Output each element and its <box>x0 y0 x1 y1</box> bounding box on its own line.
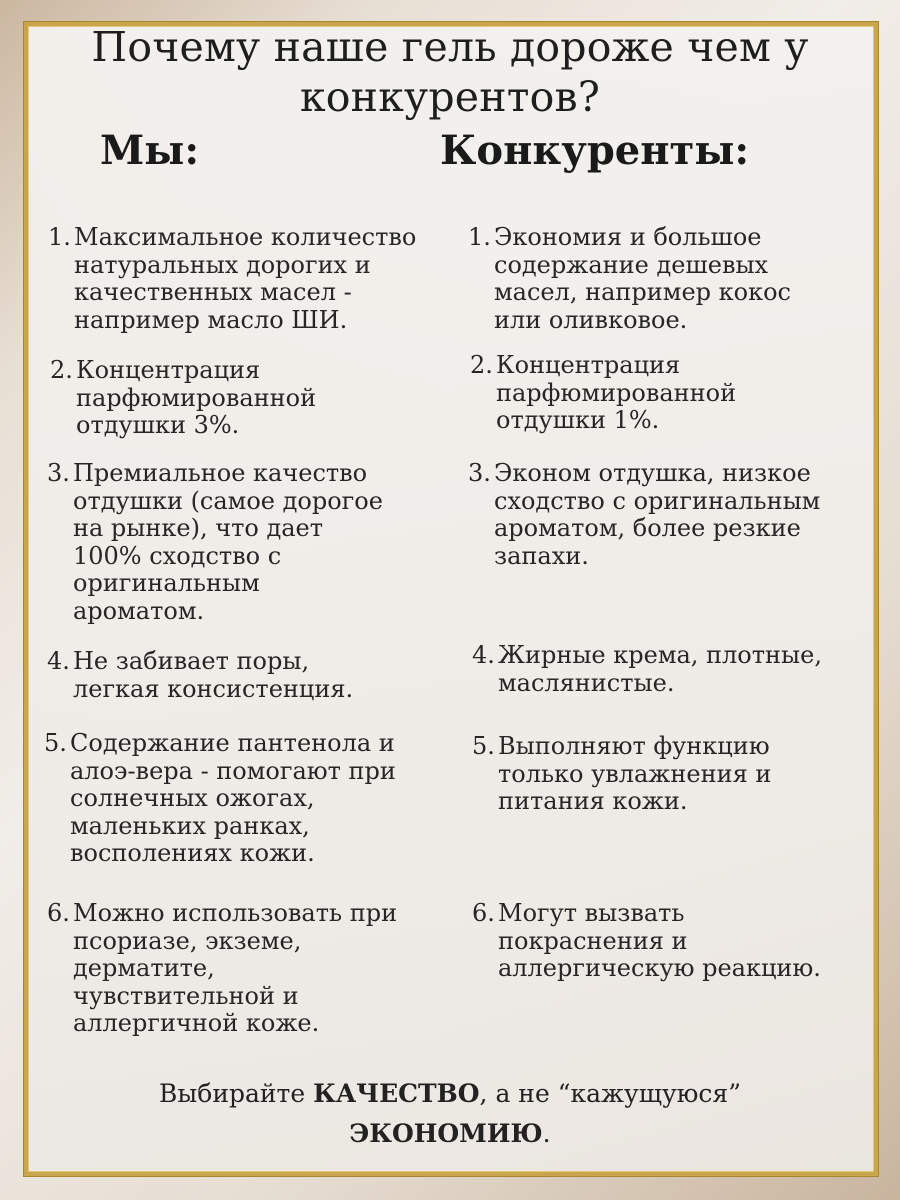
us-item-4 <box>47 648 353 703</box>
footer-text-2: , а не “кажущуюся” <box>479 1079 741 1108</box>
page-title <box>0 22 900 122</box>
item-text: Могут вызвать покраснения и аллергическую реакцию. <box>498 899 821 982</box>
item-text: Максимальное количество натуральных дорогих и качественных масел - например масло ШИ. <box>74 223 417 334</box>
competitors-item-3 <box>468 460 820 570</box>
item-text: Концентрация парфюмированной отдушки 3%. <box>76 356 317 439</box>
title-line-1: Почему наше гель дороже чем у <box>91 23 809 71</box>
competitors-item-1 <box>468 224 791 334</box>
title-line-2: конкурентов? <box>299 73 601 121</box>
competitors-item-2 <box>470 352 736 435</box>
item-text: Содержание пантенола и алоэ-вера - помогают при солнечных ожогах, маленьких ранках, восполениях кожи. <box>70 729 396 867</box>
footer-quality: КАЧЕСТВО <box>313 1079 480 1108</box>
us-heading: Мы: <box>100 127 200 174</box>
item-number: 5. <box>472 732 495 760</box>
competitors-item-5 <box>472 733 771 816</box>
item-number: 4. <box>47 647 70 675</box>
competitors-item-4 <box>472 642 822 697</box>
item-number: 1. <box>48 223 71 251</box>
item-text: Выполняют функцию только увлажнения и питания кожи. <box>498 732 772 815</box>
competitors-item-6 <box>472 900 821 983</box>
item-number: 1. <box>468 223 491 251</box>
item-number: 4. <box>472 641 495 669</box>
footer-line-1 <box>0 1074 900 1114</box>
item-number: 2. <box>50 356 73 384</box>
competitors-heading: Конкуренты: <box>440 127 750 174</box>
footer-line-2 <box>0 1114 900 1154</box>
item-text: Премиальное качество отдушки (самое дорогое на рынке), что дает 100% сходство с оригинальным ароматом. <box>73 459 383 625</box>
item-number: 6. <box>47 899 70 927</box>
us-item-1 <box>48 224 416 334</box>
us-item-6 <box>47 900 397 1038</box>
item-text: Жирные крема, плотные, маслянистые. <box>498 641 822 697</box>
us-item-2 <box>50 357 316 440</box>
item-text: Не забивает поры, легкая консистенция. <box>73 647 354 703</box>
footer-text: Выбирайте <box>159 1079 314 1108</box>
item-text: Эконом отдушка, низкое сходство с оригинальным ароматом, более резкие запахи. <box>494 459 821 570</box>
us-item-5 <box>44 730 396 868</box>
item-text: Экономия и большое содержание дешевых масел, например кокос или оливковое. <box>494 223 791 334</box>
item-number: 3. <box>47 459 70 487</box>
item-text: Концентрация парфюмированной отдушки 1%. <box>496 351 737 434</box>
item-number: 2. <box>470 351 493 379</box>
footer-economy: ЭКОНОМИЮ <box>349 1119 543 1148</box>
item-number: 5. <box>44 729 67 757</box>
item-text: Можно использовать при псориазе, экземе, дерматите, чувствительной и аллергичной коже. <box>73 899 398 1037</box>
footer-period: . <box>542 1119 551 1148</box>
item-number: 3. <box>468 459 491 487</box>
us-item-3 <box>47 460 383 625</box>
item-number: 6. <box>472 899 495 927</box>
